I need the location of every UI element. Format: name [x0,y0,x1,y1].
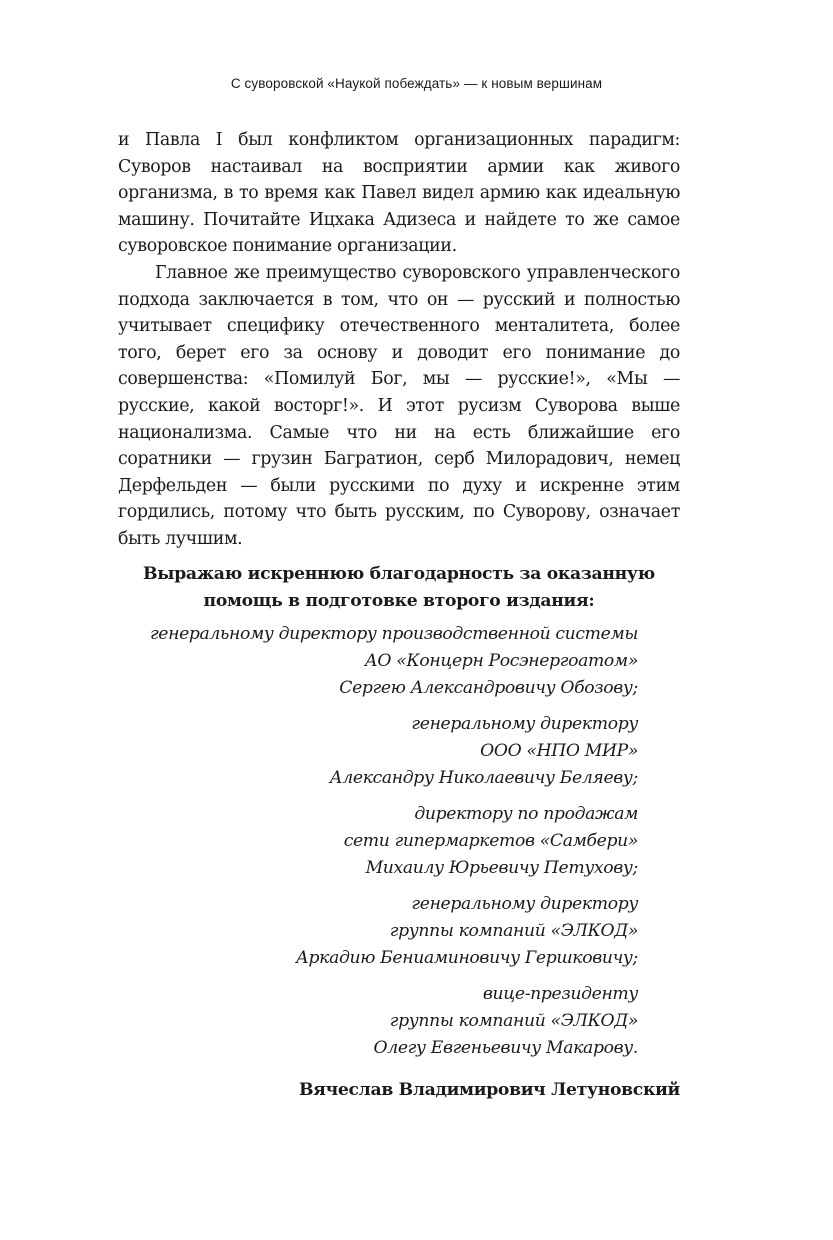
recipient-position: директору по продажам [414,804,638,824]
running-header: С суворовской «Наукой побеждать» — к новым вершинам [230,76,603,91]
thanks-entry [118,621,638,701]
recipient-organization: ООО «НПО МИР» [480,740,638,761]
paragraph: Главное же преимущество суворовского управленческого подхода заключается в том, что он — русский и полностью учитывает специфику отечественного менталитета, более того, берет его за основу и доводит его понимание до совершенства: «Помилуй Бог, мы — русские!», «Мы — русские, какой восторг!». И этот русизм Суворова выше национализма. Самые что ни на есть ближайшие его соратники — грузин Багратион, серб Милорадович, немец Дерфельден — были русскими по духу и искренне этим гордились, потому что быть русским, по Суворову, означает быть лучшим. [118,262,680,549]
acknowledgment-heading-line: Выражаю искреннюю благодарность за оказанную [143,564,655,584]
recipient-organization: АО «Концерн Росэнергоатом» [364,650,638,671]
recipient-name: Олегу Евгеньевичу Макарову. [373,1037,638,1058]
paragraph: и Павла I был конфликтом организационных парадигм: Суворов настаивал на восприятии армии как живого организма, в то время как Павел видел армию как идеальную машину. Почитайте Ицхака Адизеса и найдете то же самое суворовское понимание организации. [118,130,680,257]
recipient-name: Александру Николаевичу Беляеву; [329,767,638,788]
thanks-entry [118,711,638,791]
recipient-position: вице-президенту [482,984,638,1004]
recipient-organization: группы компаний «ЭЛКОД» [389,920,638,941]
thanks-entry [118,981,638,1061]
recipient-name: Аркадию Бениаминовичу Гершковичу; [295,947,638,968]
recipient-name: Сергею Александровичу Обозову; [339,677,638,698]
recipient-organization: сети гипермаркетов «Самбери» [343,830,638,851]
thanks-entry [118,801,638,881]
recipient-position: генеральному директору [411,894,638,914]
acknowledgment-heading-line: помощь в подготовке второго издания: [203,591,595,611]
body-text [118,127,680,553]
recipient-organization: группы компаний «ЭЛКОД» [389,1010,638,1031]
acknowledgment-heading [118,561,680,615]
thanks-entry [118,891,638,971]
author-signature: Вячеслав Владимирович Летуновский [298,1080,680,1100]
recipient-position: генеральному директору [411,714,638,734]
recipient-position: генеральному директору производственной системы [149,624,638,644]
recipient-name: Михаилу Юрьевичу Петухову; [365,857,638,878]
